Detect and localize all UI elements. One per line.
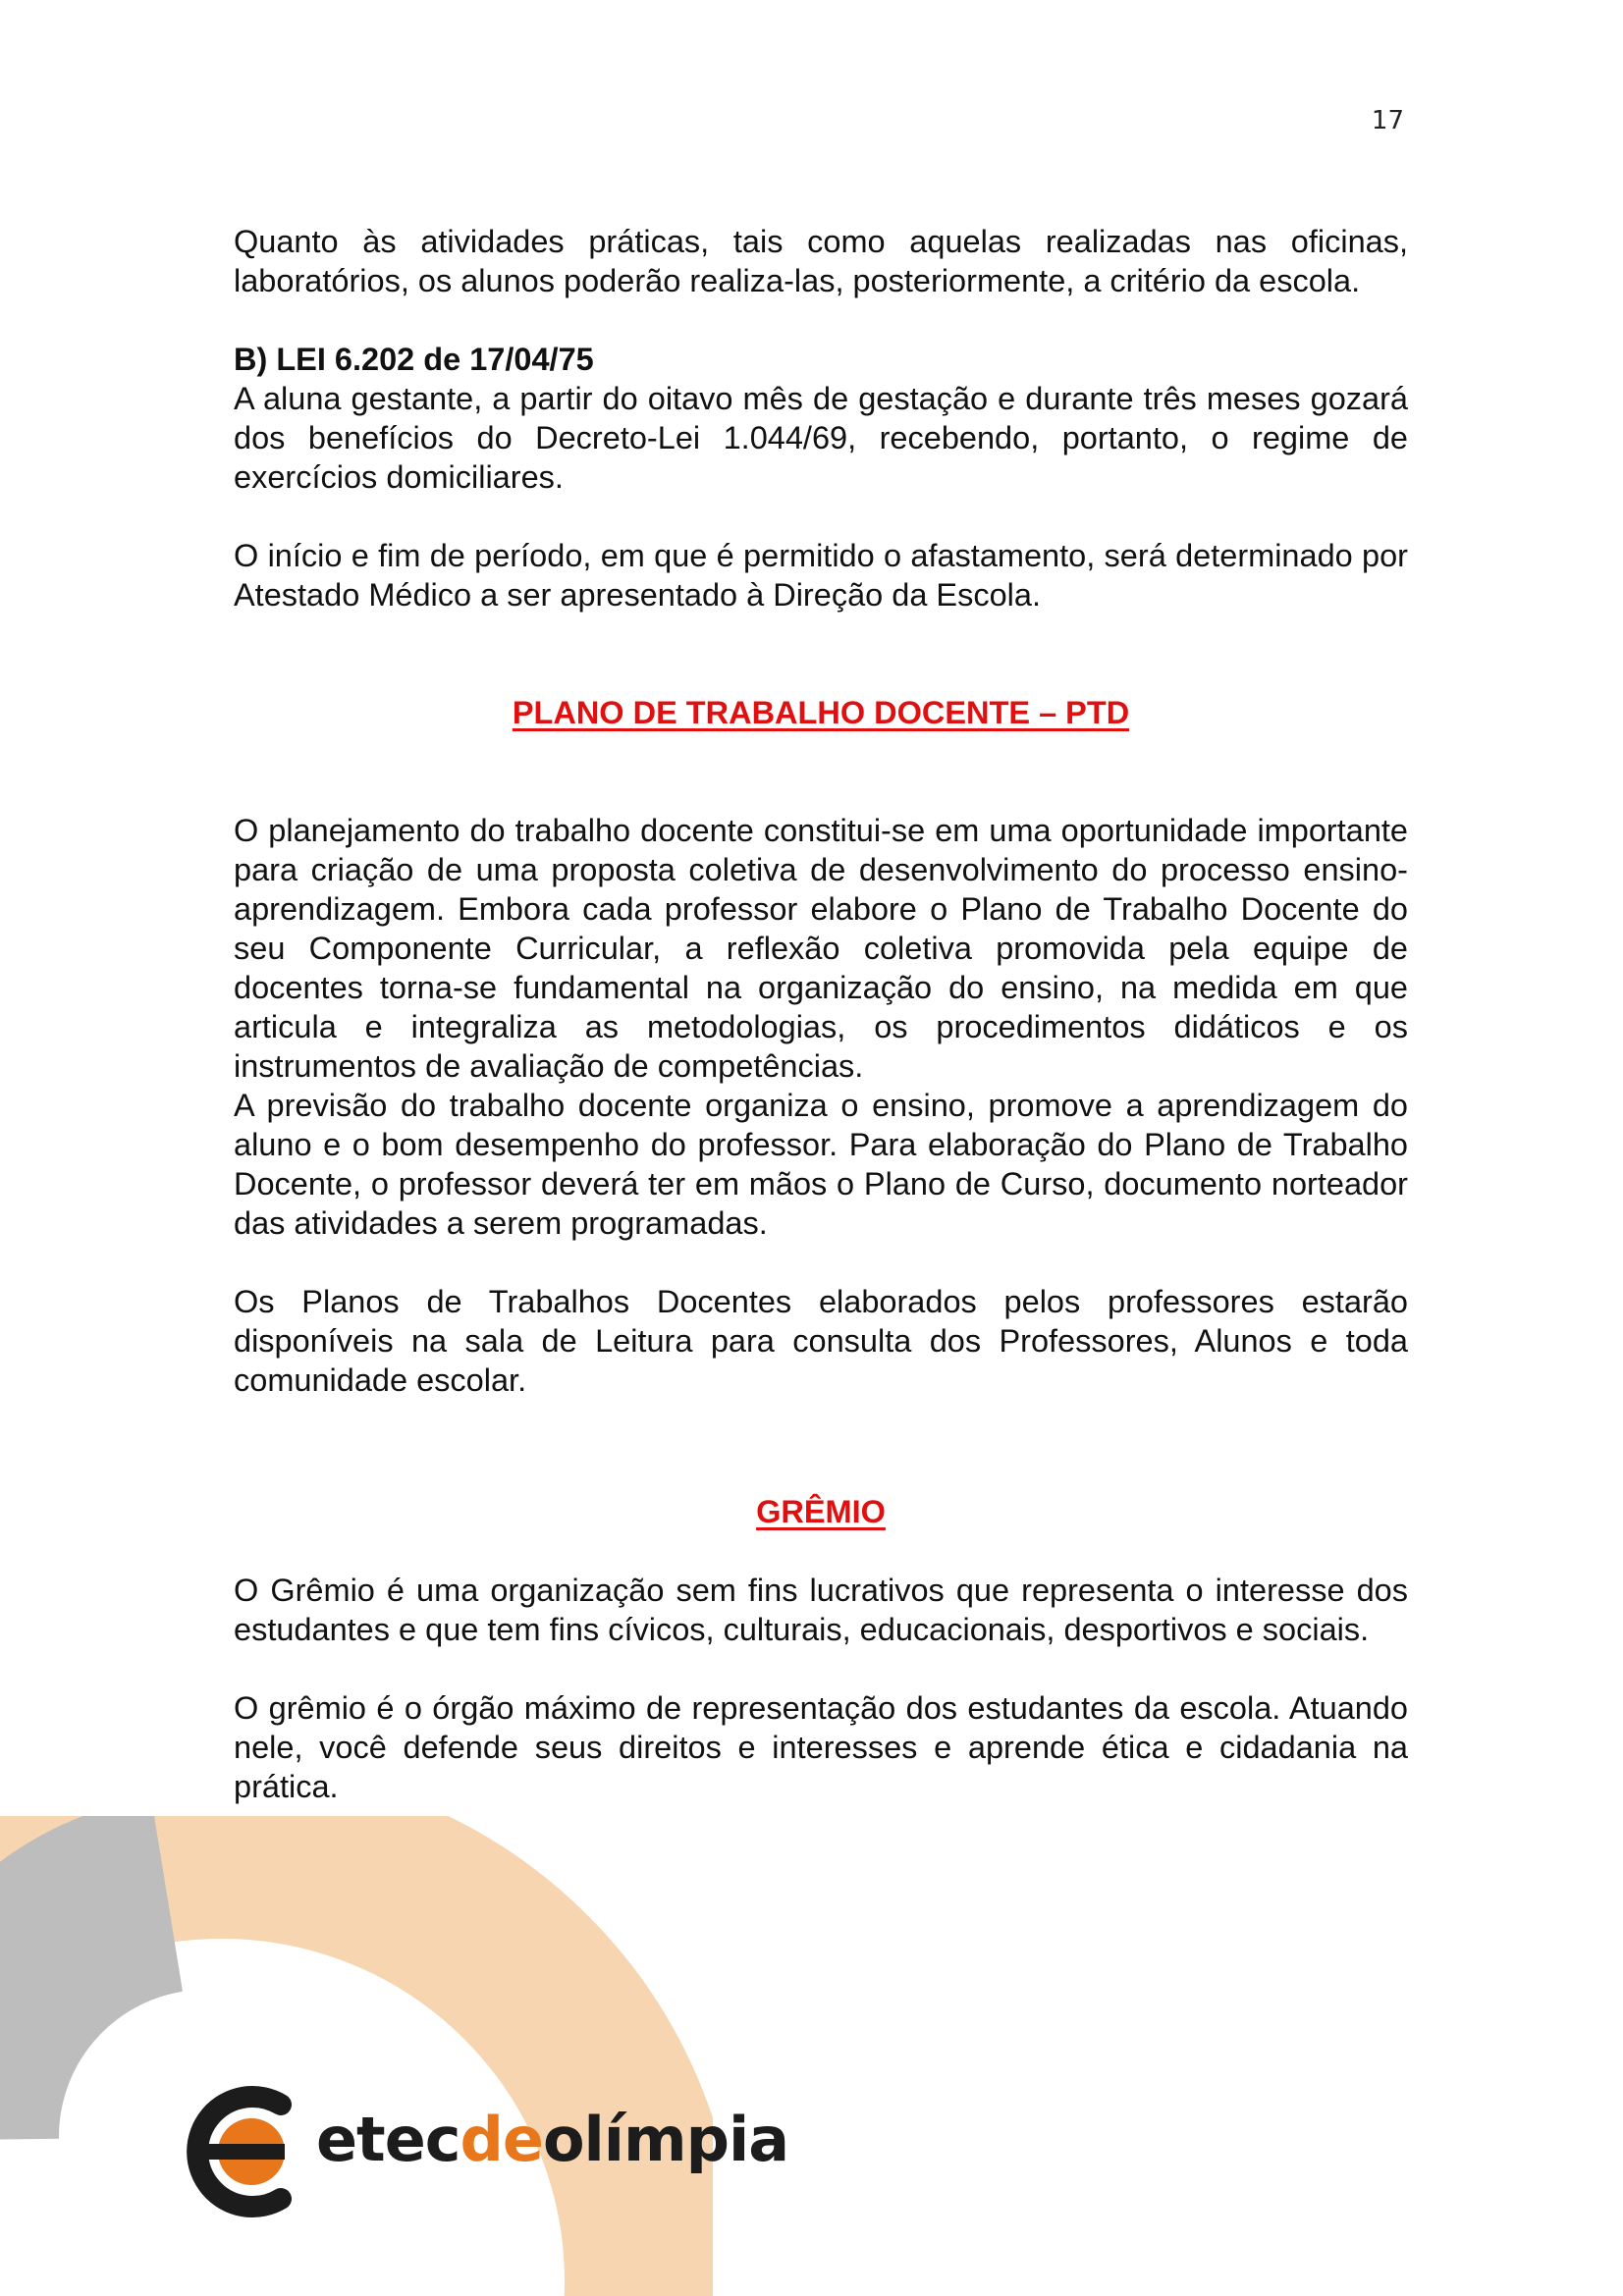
document-body <box>234 222 1408 1806</box>
etec-emblem-icon <box>179 2083 316 2220</box>
logo-background-graphic <box>0 1816 713 2296</box>
paragraph-teaching-planning: O planejamento do trabalho docente constitui-se em uma oportunidade importante para criação de uma proposta coletiva de desenvolvimento do processo ensino- aprendizagem. Embora cada professor elabore o Plano de Trabalho Docente do seu Componente Curricular, a reflexão coletiva promovida pela equipe de docentes torna-se fundamental na organização do ensino, na medida em que articula e integraliza as metodologias, os procedimentos didáticos e os instrumentos de avaliação de competências. <box>234 813 1408 1084</box>
page-number: 17 <box>1371 106 1404 135</box>
logo-text-etec: etec <box>316 2104 460 2175</box>
logo-text-de: de <box>460 2104 543 2175</box>
paragraph-gremio-definition: O Grêmio é uma organização sem fins lucrativos que representa o interesse dos estudantes e que tem fins cívicos, culturais, educacionais, desportivos e sociais. <box>234 1573 1408 1647</box>
paragraph-plans-availability: Os Planos de Trabalhos Docentes elaborados pelos professores estarão disponíveis na sala de Leitura para consulta dos Professores, Alunos e toda comunidade escolar. <box>234 1284 1408 1398</box>
paragraph-medical-certificate: O início e fim de período, em que é permitido o afastamento, será determinado por Atestado Médico a ser apresentado à Direção da Escola. <box>234 538 1408 613</box>
logo-arcs-graphic <box>0 1816 713 2296</box>
paragraph-teaching-forecast: A previsão do trabalho docente organiza o ensino, promove a aprendizagem do aluno e o bom desempenho do professor. Para elaboração do Plano de Trabalho Docente, o professor deverá ter em mãos o Plano de Curso, documento norteador das atividades a serem programadas. <box>234 1088 1408 1241</box>
paragraph-pregnant-student: A aluna gestante, a partir do oitavo mês de gestação e durante três meses gozará dos benefícios do Decreto-Lei 1.044/69, recebendo, portanto, o regime de exercícios domiciliares. <box>234 381 1408 495</box>
gray-arc-shape <box>0 1895 167 2140</box>
law-heading: B) LEI 6.202 de 17/04/75 <box>234 342 594 377</box>
paragraph-practical-activities: Quanto às atividades práticas, tais como aquelas realizadas nas oficinas, laboratórios, os alunos poderão realiza-las, posteriormente, a critério da escola. <box>234 224 1408 298</box>
section-title-gremio: GRÊMIO <box>756 1494 886 1529</box>
logo-wordmark <box>316 2104 788 2175</box>
section-title-ptd: PLANO DE TRABALHO DOCENTE – PTD <box>512 695 1130 730</box>
logo-text-olimpia: olímpia <box>542 2104 789 2175</box>
paragraph-gremio-role: O grêmio é o órgão máximo de representação dos estudantes da escola. Atuando nele, você defende seus direitos e interesses e aprende ética e cidadania na prática. <box>234 1690 1408 1804</box>
